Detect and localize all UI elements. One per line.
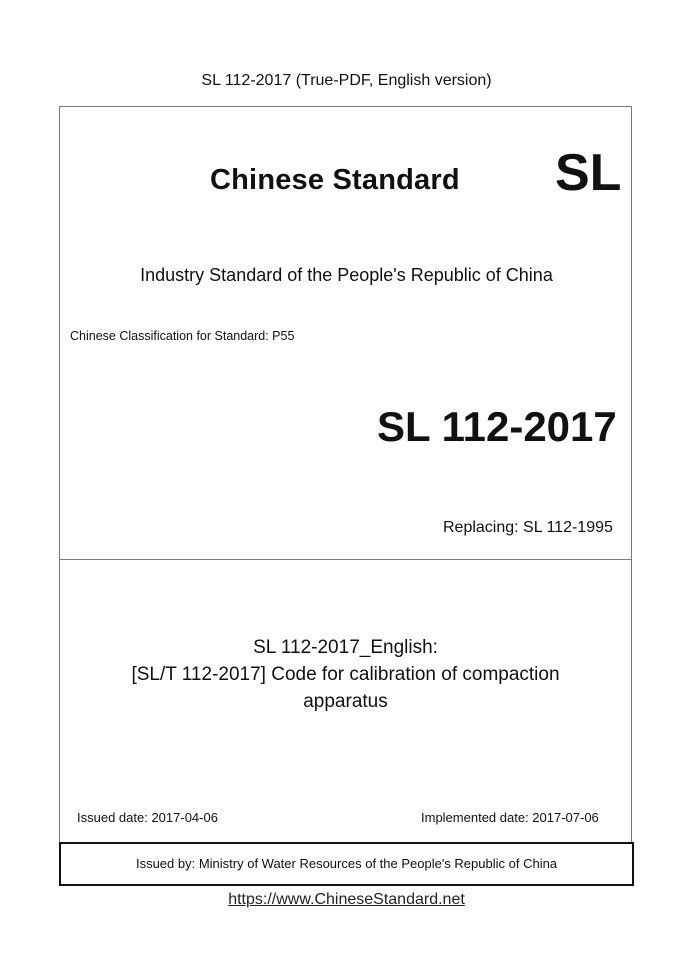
document-title [59,634,632,715]
sl-standard-mark: SL [555,144,622,202]
standard-number: SL 112-2017 [377,403,617,450]
chinese-standard-heading: Chinese Standard [210,164,460,196]
classification-label: Chinese Classification for Standard: P55 [70,329,295,343]
replacing-label: Replacing: SL 112-1995 [443,519,613,536]
website-link[interactable]: https://www.ChineseStandard.net [228,891,465,908]
industry-standard-subtitle: Industry Standard of the People's Republic of China [140,265,553,285]
issued-date: Issued date: 2017-04-06 [77,810,218,825]
document-title-line-3: apparatus [303,691,388,712]
document-title-line-2: [SL/T 112-2017] Code for calibration of compaction [131,664,560,685]
document-title-line-1: SL 112-2017_English: [253,637,438,658]
implemented-date: Implemented date: 2017-07-06 [421,810,599,825]
page-header: SL 112-2017 (True-PDF, English version) [201,72,492,89]
issuer-box: Issued by: Ministry of Water Resources of the People's Republic of China [59,842,634,886]
